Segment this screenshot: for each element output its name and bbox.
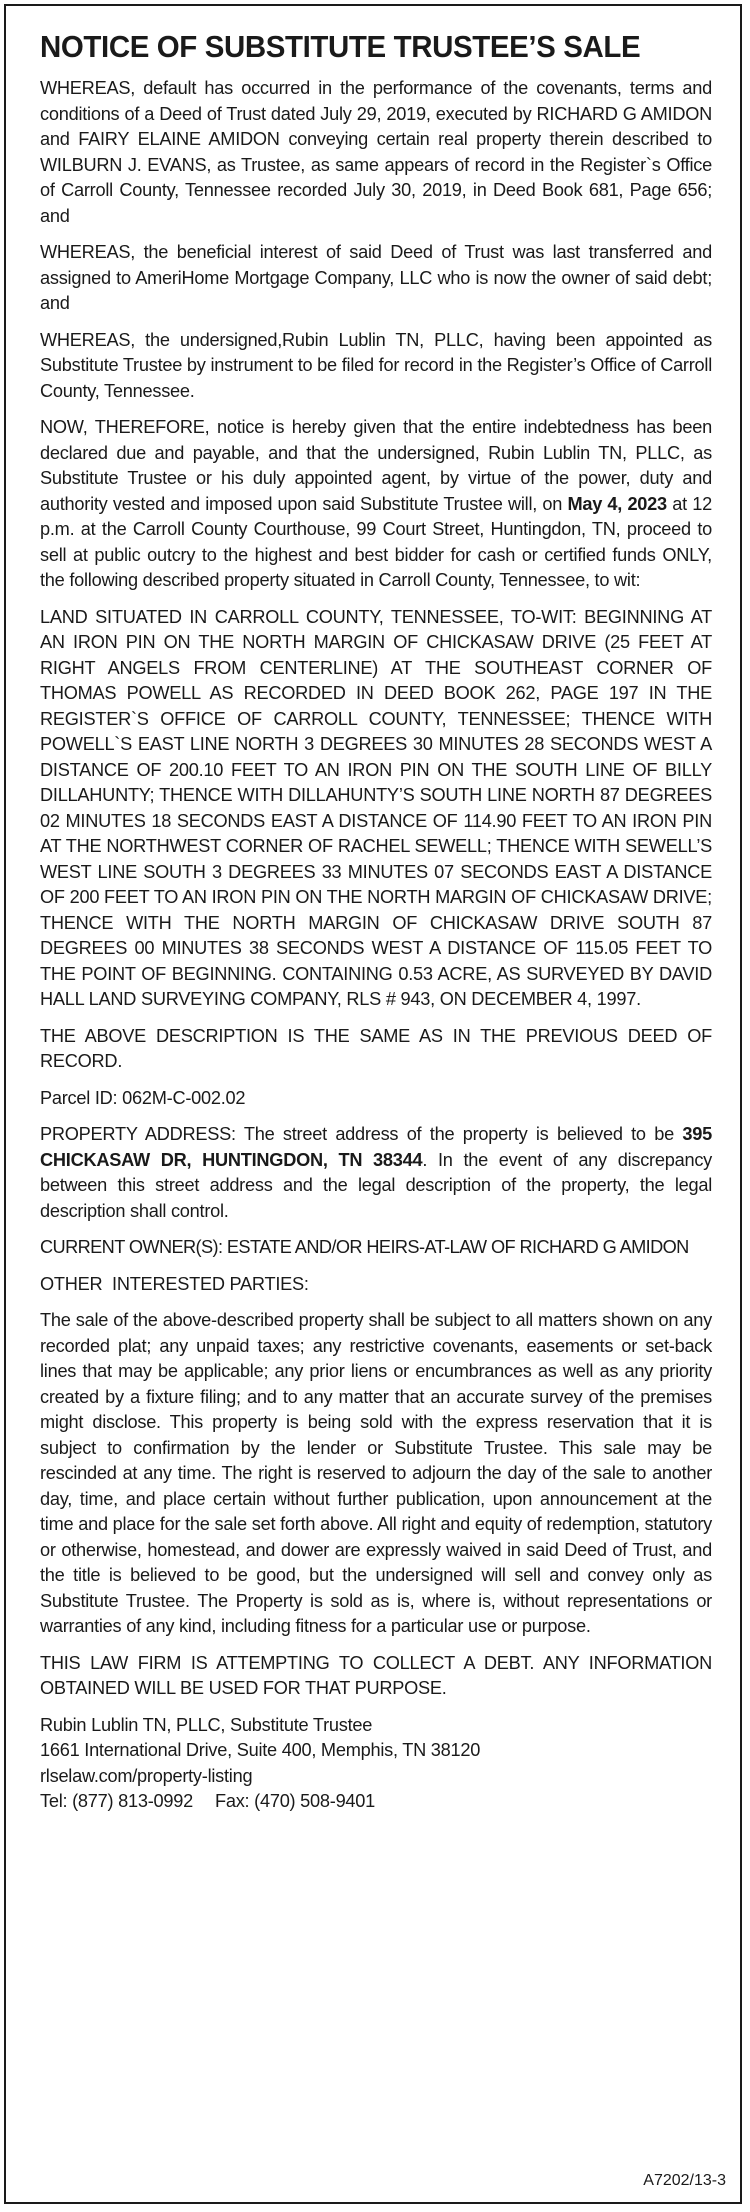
- now-therefore-paragraph: [40, 415, 712, 594]
- property-address: 395 CHICKASAW DR, HUNTINGDON, TN 38344: [40, 1124, 712, 1170]
- now-therefore-text-start: NOW, THEREFORE, notice is hereby given that the entire indebtedness has been declared due and payable, and that the undersigned, Rubin Lublin TN, PLLC, as Substitute Trustee or his duly appointed agent, by virtue of the power, duty and authority vested and imposed upon said Substitute Trustee will, on: [40, 417, 712, 514]
- legal-notice: [4, 4, 742, 2204]
- whereas-transfer-paragraph: WHEREAS, the beneficial interest of said Deed of Trust was last transferred and assigned to AmeriHome Mortgage Company, LLC who is now the owner of said debt; and: [40, 242, 712, 313]
- trustee-website: rlselaw.com/property-listing: [40, 1765, 253, 1786]
- property-address-text-start: PROPERTY ADDRESS: The street address of the property is believed to be: [40, 1124, 683, 1144]
- trustee-contact-block: [40, 1713, 712, 1815]
- whereas-default-paragraph: WHEREAS, default has occurred in the performance of the covenants, terms and conditions of a Deed of Trust dated July 29, 2019, executed by RICHARD G AMIDON and FAIRY ELAINE AMIDON conveying certain real property therein described to WILBURN J. EVANS, as Trustee, as same appears of record in the Register`s Office of Carroll County, Tennessee recorded July 30, 2019, in Deed Book 681, Page 656; and: [40, 78, 712, 226]
- sale-conditions-paragraph: The sale of the above-described property shall be subject to all matters shown on any recorded plat; any unpaid taxes; any restrictive covenants, easements or set-back lines that may be applicable; any prior liens or encumbrances as well as any priority created by a fixture filing; and to any matter that an accurate survey of the premises might disclose. This property is being sold with the express reservation that it is subject to confirmation by the lender or Substitute Trustee. This sale may be rescinded at any time. The right is reserved to adjourn the day of the sale to another day, time, and place certain without further publication, upon announcement at the time and place for the sale set forth above. All right and equity of redemption, statutory or otherwise, homestead, and dower are expressly waived in said Deed of Trust, and the title is believed to be good, but the undersigned will sell and convey only as Substitute Trustee. The Property is sold as is, where is, without representations or warranties of any kind, including fitness for a particular use or purpose.: [40, 1310, 712, 1636]
- debt-collection-paragraph: THIS LAW FIRM IS ATTEMPTING TO COLLECT A DEBT. ANY INFORMATION OBTAINED WILL BE USED FOR THAT PURPOSE.: [40, 1652, 712, 1698]
- current-owners: CURRENT OWNER(S): ESTATE AND/OR HEIRS-AT-LAW OF RICHARD G AMIDON: [40, 1237, 689, 1257]
- trustee-phone-line: [40, 1789, 712, 1815]
- sale-date: May 4, 2023: [567, 493, 667, 514]
- trustee-tel: Tel: (877) 813-0992: [40, 1791, 193, 1811]
- trustee-fax: Fax: (470) 508-9401: [214, 1791, 376, 1811]
- notice-body: [40, 76, 712, 1815]
- property-address-text-end: . In the event of any discrepancy between this street address and the legal description of the property, the legal description shall control.: [40, 1149, 713, 1221]
- same-description-paragraph: THE ABOVE DESCRIPTION IS THE SAME AS IN THE PREVIOUS DEED OF RECORD.: [40, 1025, 712, 1071]
- legal-description-paragraph: LAND SITUATED IN CARROLL COUNTY, TENNESSEE, TO-WIT: BEGINNING AT AN IRON PIN ON THE NORTH MARGIN OF CHICKASAW DRIVE (25 FEET AT RIGHT ANGELS FROM CENTERLINE) AT THE SOUTHEAST CORNER OF THOMAS POWELL AS RECORDED IN DEED BOOK 262, PAGE 197 IN THE REGISTER`S OFFICE OF CARROLL COUNTY, TENNESSEE; THENCE WITH POWELL`S EAST LINE NORTH 3 DEGREES 30 MINUTES 28 SECONDS WEST A DISTANCE OF 200.10 FEET TO AN IRON PIN ON THE SOUTH LINE OF BILLY DILLAHUNTY; THENCE WITH DILLAHUNTY’S SOUTH LINE NORTH 87 DEGREES 02 MINUTES 18 SECONDS EAST A DISTANCE OF 114.90 FEET TO AN IRON PIN AT THE NORTHWEST CORNER OF RACHEL SEWELL; THENCE WITH SEWELL’S WEST LINE SOUTH 3 DEGREES 33 MINUTES 07 SECONDS EAST A DISTANCE OF 200 FEET TO AN IRON PIN ON THE NORTH MARGIN OF CHICKASAW DRIVE; THENCE WITH THE NORTH MARGIN OF CHICKASAW DRIVE SOUTH 87 DEGREES 00 MINUTES 38 SECONDS WEST A DISTANCE OF 115.05 FEET TO THE POINT OF BEGINNING. CONTAINING 0.53 ACRE, AS SURVEYED BY DAVID HALL LAND SURVEYING COMPANY, RLS # 943, ON DECEMBER 4, 1997.: [40, 606, 712, 1009]
- other-interested-parties: OTHER INTERESTED PARTIES:: [40, 1273, 309, 1294]
- property-address-paragraph: [40, 1122, 712, 1224]
- parcel-id: Parcel ID: 062M-C-002.02: [40, 1087, 246, 1108]
- ad-code: A7202/13-3: [643, 2172, 726, 2189]
- trustee-firm: Rubin Lublin TN, PLLC, Substitute Trustee: [40, 1714, 373, 1735]
- whereas-appointed-paragraph: WHEREAS, the undersigned,Rubin Lublin TN, PLLC, having been appointed as Substitute Trustee by instrument to be filed for record in the Register’s Office of Carroll County, Tennessee.: [40, 329, 712, 401]
- notice-title: NOTICE OF SUBSTITUTE TRUSTEE’S SALE: [40, 29, 641, 64]
- trustee-address: 1661 International Drive, Suite 400, Memphis, TN 38120: [40, 1740, 481, 1760]
- now-therefore-text-end: at 12 p.m. at the Carroll County Courthouse, 99 Court Street, Huntingdon, TN, proceed to sell at public outcry to the highest and best bidder for cash or certified funds ONLY, the following described property situated in Carroll County, Tennessee, to wit:: [40, 493, 712, 590]
